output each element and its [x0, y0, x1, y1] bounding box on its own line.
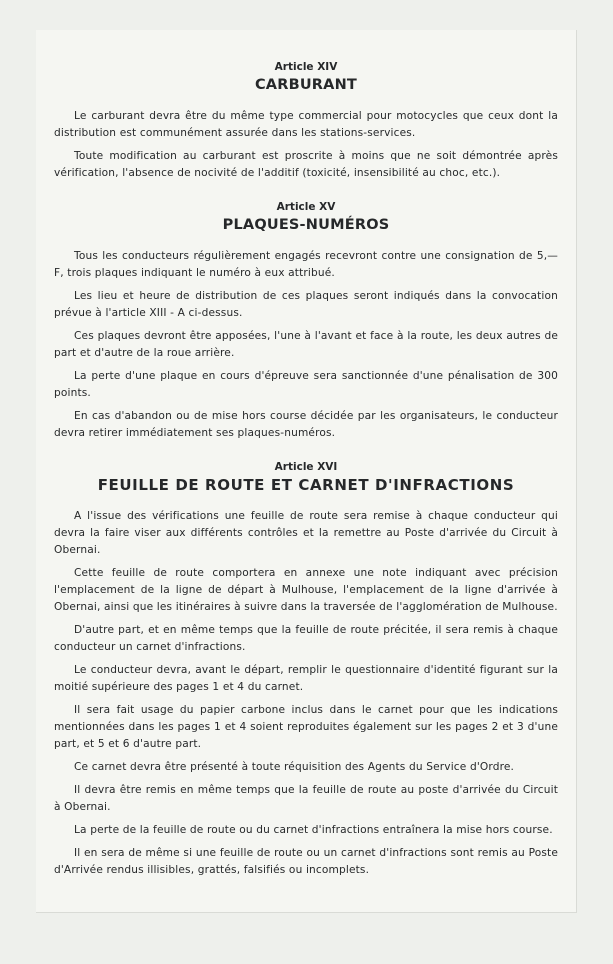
paragraph: Il devra être remis en même temps que la feuille de route au poste d'arrivée du Circuit à Obernai.: [54, 784, 558, 813]
section-carburant: [54, 60, 558, 182]
paragraph: Les lieu et heure de distribution de ces plaques seront indiqués dans la convocation prévue à l'article XIII - A ci-dessus.: [54, 290, 558, 319]
paragraph: A l'issue des vérifications une feuille de route sera remise à chaque conducteur qui devra la faire viser aux différents contrôles et la remettre au Poste d'arrivée du Circuit à Obernai.: [54, 510, 558, 556]
paragraph: Cette feuille de route comportera en annexe une note indiquant avec précision l'emplacement de la ligne de départ à Mulhouse, l'emplacement de la ligne d'arrivée à Obernai, ainsi que les itinéraires à suivre dans la traversée de l'agglomération de Mulhouse.: [54, 567, 558, 613]
paragraph: D'autre part, et en même temps que la feuille de route précitée, il sera remis à chaque conducteur un carnet d'infractions.: [54, 624, 558, 653]
paragraph: En cas d'abandon ou de mise hors course décidée par les organisateurs, le conducteur devra retirer immédiatement ses plaques-numéros.: [54, 410, 558, 439]
paragraph: Il sera fait usage du papier carbone inclus dans le carnet pour que les indications mentionnées dans les pages 1 et 4 soient reproduites également sur les pages 2 et 3 d'une part, et 5 et 6 d'autre part.: [54, 704, 558, 750]
section-title: FEUILLE DE ROUTE ET CARNET D'INFRACTIONS: [97, 476, 515, 494]
document-content: [54, 60, 558, 885]
paragraph: La perte de la feuille de route ou du carnet d'infractions entraînera la mise hors course.: [74, 824, 553, 836]
paragraph: Le carburant devra être du même type commercial pour motocycles que ceux dont la distribution est communément assurée dans les stations-services.: [54, 110, 558, 139]
paragraph: Il en sera de même si une feuille de route ou un carnet d'infractions sont remis au Poste d'Arrivée rendus illisibles, grattés, falsifiés ou incomplets.: [54, 847, 558, 876]
paragraph: La perte d'une plaque en cours d'épreuve sera sanctionnée d'une pénalisation de 300 points.: [54, 370, 558, 399]
section-plaques-numeros: [54, 200, 558, 442]
article-number: Article XIV: [274, 61, 338, 73]
section-title: CARBURANT: [254, 77, 358, 93]
paragraph: Ces plaques devront être apposées, l'une à l'avant et face à la route, les deux autres de part et d'autre de la roue arrière.: [54, 330, 558, 359]
section-feuille-de-route: [54, 460, 558, 879]
paragraph: Ce carnet devra être présenté à toute réquisition des Agents du Service d'Ordre.: [74, 761, 515, 773]
paragraph: Toute modification au carburant est proscrite à moins que ne soit démontrée après vérification, l'absence de nocivité de l'additif (toxicité, insensibilité au choc, etc.).: [54, 150, 558, 179]
article-number: Article XV: [276, 201, 336, 213]
article-number: Article XVI: [274, 461, 338, 473]
paragraph: Tous les conducteurs régulièrement engagés recevront contre une consignation de 5,— F, trois plaques indiquant le numéro à eux attribué.: [54, 250, 558, 279]
section-title: PLAQUES-NUMÉROS: [222, 217, 390, 233]
paragraph: Le conducteur devra, avant le départ, remplir le questionnaire d'identité figurant sur la moitié supérieure des pages 1 et 4 du carnet.: [54, 664, 558, 693]
